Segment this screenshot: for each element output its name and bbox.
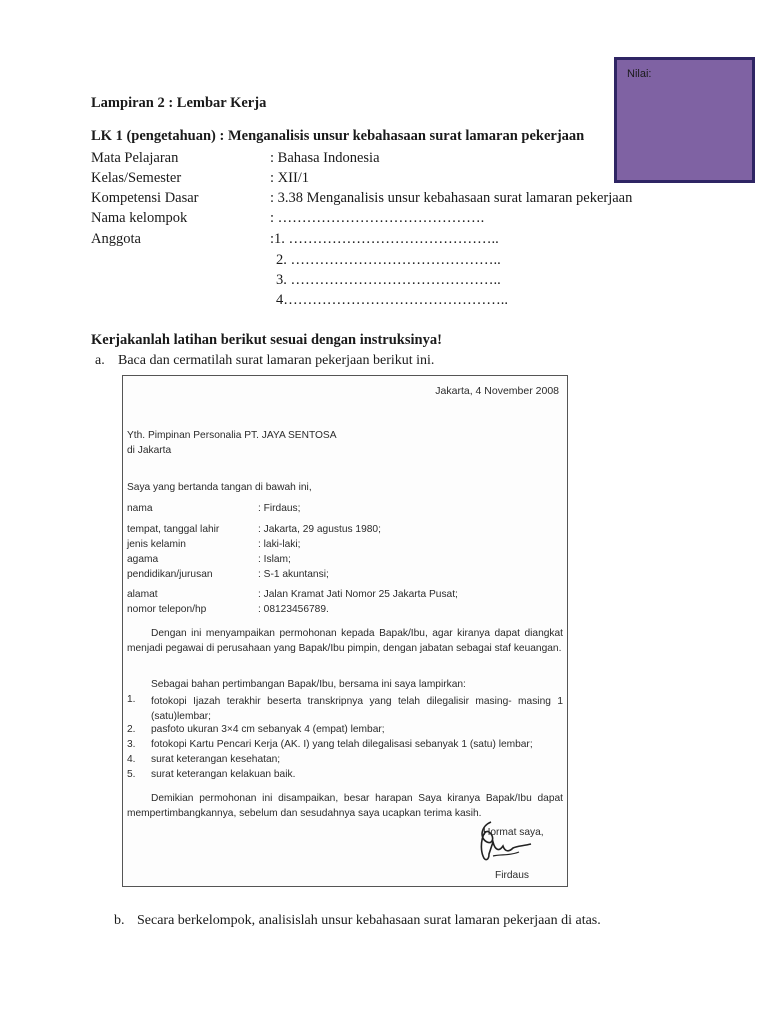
letter-paragraph-request: Dengan ini menyampaikan permohonan kepada Bapak/Ibu, agar kiranya dapat diangkat menjadi pegawai di perusahaan yang Bapak/Ibu pimpin, dengan jabatan sebagai staf keuangan. bbox=[127, 628, 563, 654]
field-value: : laki-laki; bbox=[258, 539, 301, 550]
field-label: jenis kelamin bbox=[127, 539, 186, 550]
letter-regards: Hormat saya, bbox=[483, 827, 544, 838]
identity-label: Nama kelompok bbox=[91, 210, 188, 226]
step-a-text: Baca dan cermatilah surat lamaran pekerjaan berikut ini. bbox=[118, 353, 435, 368]
attachment-text: fotokopi Kartu Pencari Kerja (AK. I) yang telah dilegalisasi sebanyak 1 (satu) lembar; bbox=[151, 739, 533, 750]
lk-label: LK 1 (pengetahuan) : bbox=[91, 128, 228, 144]
identity-label: Mata Pelajaran bbox=[91, 150, 179, 166]
attachment-number: 1. bbox=[127, 694, 136, 705]
score-box bbox=[614, 57, 755, 183]
member-blank: 3. …………………………………….. bbox=[276, 272, 501, 288]
signature-image bbox=[473, 816, 543, 868]
attachment-number: 3. bbox=[127, 739, 136, 750]
attachment-text: pasfoto ukuran 3×4 cm sebanyak 4 (empat) lembar; bbox=[151, 724, 385, 735]
letter-date: Jakarta, 4 November 2008 bbox=[435, 385, 559, 397]
identity-value: : Bahasa Indonesia bbox=[270, 150, 380, 166]
letter-opening: Saya yang bertanda tangan di bawah ini, bbox=[127, 482, 312, 493]
score-label: Nilai: bbox=[627, 68, 652, 80]
field-label: alamat bbox=[127, 589, 158, 600]
identity-value: : ……………………………………. bbox=[270, 210, 485, 226]
field-value: : Islam; bbox=[258, 554, 291, 565]
identity-label: Anggota bbox=[91, 231, 141, 247]
step-a-letter: a. bbox=[95, 353, 105, 368]
letter-paragraph-attachments-intro: Sebagai bahan pertimbangan Bapak/Ibu, bersama ini saya lampirkan: bbox=[151, 679, 466, 690]
field-label: nama bbox=[127, 503, 153, 514]
field-label: pendidikan/jurusan bbox=[127, 569, 213, 580]
identity-label: Kelas/Semester bbox=[91, 170, 182, 186]
letter-recipient: Yth. Pimpinan Personalia PT. JAYA SENTOSA bbox=[127, 430, 337, 441]
instruction-heading: Kerjakanlah latihan berikut sesuai dengan instruksinya! bbox=[91, 332, 442, 348]
worksheet-title: Lampiran 2 : Lembar Kerja bbox=[91, 95, 267, 111]
step-b-text: Secara berkelompok, analisislah unsur kebahasaan surat lamaran pekerjaan di atas. bbox=[137, 913, 601, 928]
field-label: tempat, tanggal lahir bbox=[127, 524, 220, 535]
field-value: : Jalan Kramat Jati Nomor 25 Jakarta Pusat; bbox=[258, 589, 458, 600]
member-blank: 2. …………………………………….. bbox=[276, 252, 501, 268]
lk-title bbox=[91, 128, 584, 145]
field-value: : 08123456789. bbox=[258, 604, 329, 615]
field-value: : S-1 akuntansi; bbox=[258, 569, 329, 580]
field-label: nomor telepon/hp bbox=[127, 604, 207, 615]
field-value: : Jakarta, 29 agustus 1980; bbox=[258, 524, 381, 535]
member-blank: 4……………………………………….. bbox=[276, 292, 508, 308]
field-label: agama bbox=[127, 554, 159, 565]
identity-value: : XII/1 bbox=[270, 170, 310, 186]
lk-topic: Menganalisis unsur kebahasaan surat lamaran pekerjaan bbox=[227, 128, 585, 144]
attachment-text: surat keterangan kesehatan; bbox=[151, 754, 281, 765]
letter-closing: Demikian permohonan ini disampaikan, besar harapan Saya kiranya Bapak/Ibu dapat mempertimbangkannya, sebelum dan sesudahnya saya ucapkan terima kasih. bbox=[127, 793, 563, 819]
identity-label: Kompetensi Dasar bbox=[91, 190, 199, 206]
attachment-text: fotokopi Ijazah terakhir beserta transkripnya yang telah dilegalisir masing- masing 1 (satu)lembar; bbox=[151, 696, 563, 722]
identity-value: :1. …………………………………….. bbox=[270, 231, 499, 247]
attachment-number: 2. bbox=[127, 724, 136, 735]
letter-recipient-city: di Jakarta bbox=[127, 445, 172, 456]
step-b-letter: b. bbox=[114, 913, 125, 928]
letter-signer: Firdaus bbox=[495, 870, 529, 881]
attachment-number: 5. bbox=[127, 769, 136, 780]
field-value: : Firdaus; bbox=[258, 503, 301, 514]
identity-value: : 3.38 Menganalisis unsur kebahasaan surat lamaran pekerjaan bbox=[270, 190, 633, 206]
attachment-text: surat keterangan kelakuan baik. bbox=[151, 769, 296, 780]
application-letter-image bbox=[122, 375, 568, 887]
attachment-number: 4. bbox=[127, 754, 136, 765]
